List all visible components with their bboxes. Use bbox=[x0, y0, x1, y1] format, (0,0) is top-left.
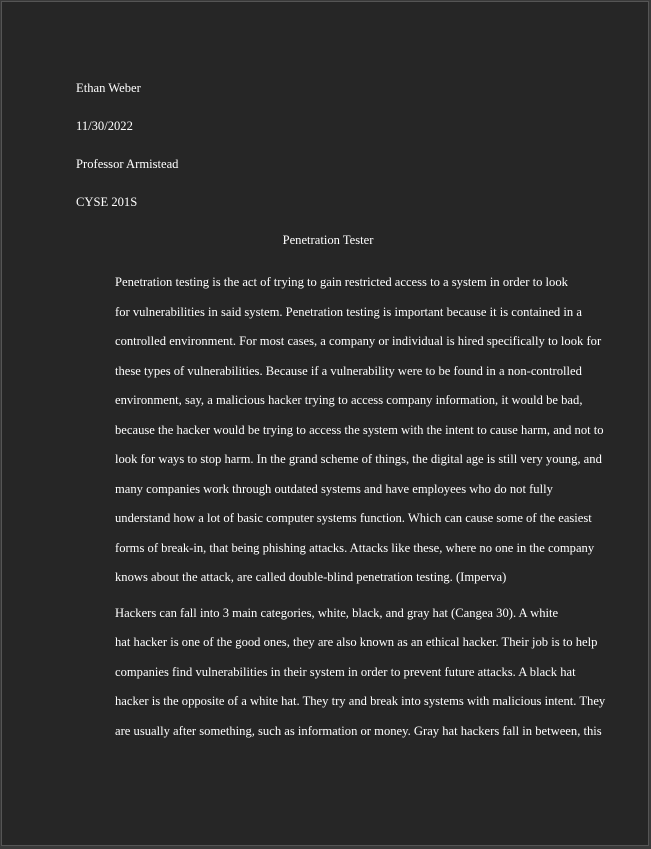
paragraph-line: controlled environment. For most cases, a company or individual is hired specifically to look for bbox=[115, 334, 602, 348]
paragraph-line: for vulnerabilities in said system. Penetration testing is important because it is contained in a bbox=[115, 304, 582, 319]
paragraph-line: because the hacker would be trying to access the system with the intent to cause harm, and not to bbox=[115, 422, 604, 437]
paragraph-line: many companies work through outdated systems and have employees who do not fully bbox=[115, 481, 553, 496]
paragraph-line: understand how a lot of basic computer systems function. Which can cause some of the easiest bbox=[115, 511, 592, 525]
author-name: Ethan Weber bbox=[76, 81, 141, 95]
course-code: CYSE 201S bbox=[76, 195, 138, 209]
paragraph-line: companies find vulnerabilities in their system in order to prevent future attacks. A black hat bbox=[115, 664, 576, 679]
paragraph-line: hacker is the opposite of a white hat. They try and break into systems with malicious intent. They bbox=[115, 694, 606, 708]
document-body bbox=[76, 78, 606, 752]
document-title: Penetration Tester bbox=[282, 233, 374, 247]
paragraph-line: look for ways to stop harm. In the grand scheme of things, the digital age is still very young, and bbox=[115, 452, 602, 466]
paragraph-line: these types of vulnerabilities. Because if a vulnerability were to be found in a non-controlled bbox=[115, 363, 582, 378]
paragraph-line: knows about the attack, are called double-blind penetration testing. (Imperva) bbox=[115, 570, 507, 584]
paragraph-line: Penetration testing is the act of trying to gain restricted access to a system in order to look bbox=[115, 275, 568, 289]
date: 11/30/2022 bbox=[76, 119, 133, 133]
professor-name: Professor Armistead bbox=[76, 157, 179, 171]
paragraph-line: hat hacker is one of the good ones, they are also known as an ethical hacker. Their job is to help bbox=[115, 635, 598, 649]
paragraph-2 bbox=[76, 599, 606, 747]
paragraph-line: environment, say, a malicious hacker trying to access company information, it would be bad, bbox=[115, 393, 583, 407]
paragraph-line: are usually after something, such as information or money. Gray hat hackers fall in between, this bbox=[115, 723, 602, 738]
paragraph-line: forms of break-in, that being phishing attacks. Attacks like these, where no one in the company bbox=[115, 540, 595, 555]
document-page bbox=[1, 1, 649, 846]
paragraph-1 bbox=[76, 268, 604, 593]
paragraph-line: Hackers can fall into 3 main categories, white, black, and gray hat (Cangea 30). A white bbox=[115, 605, 559, 620]
